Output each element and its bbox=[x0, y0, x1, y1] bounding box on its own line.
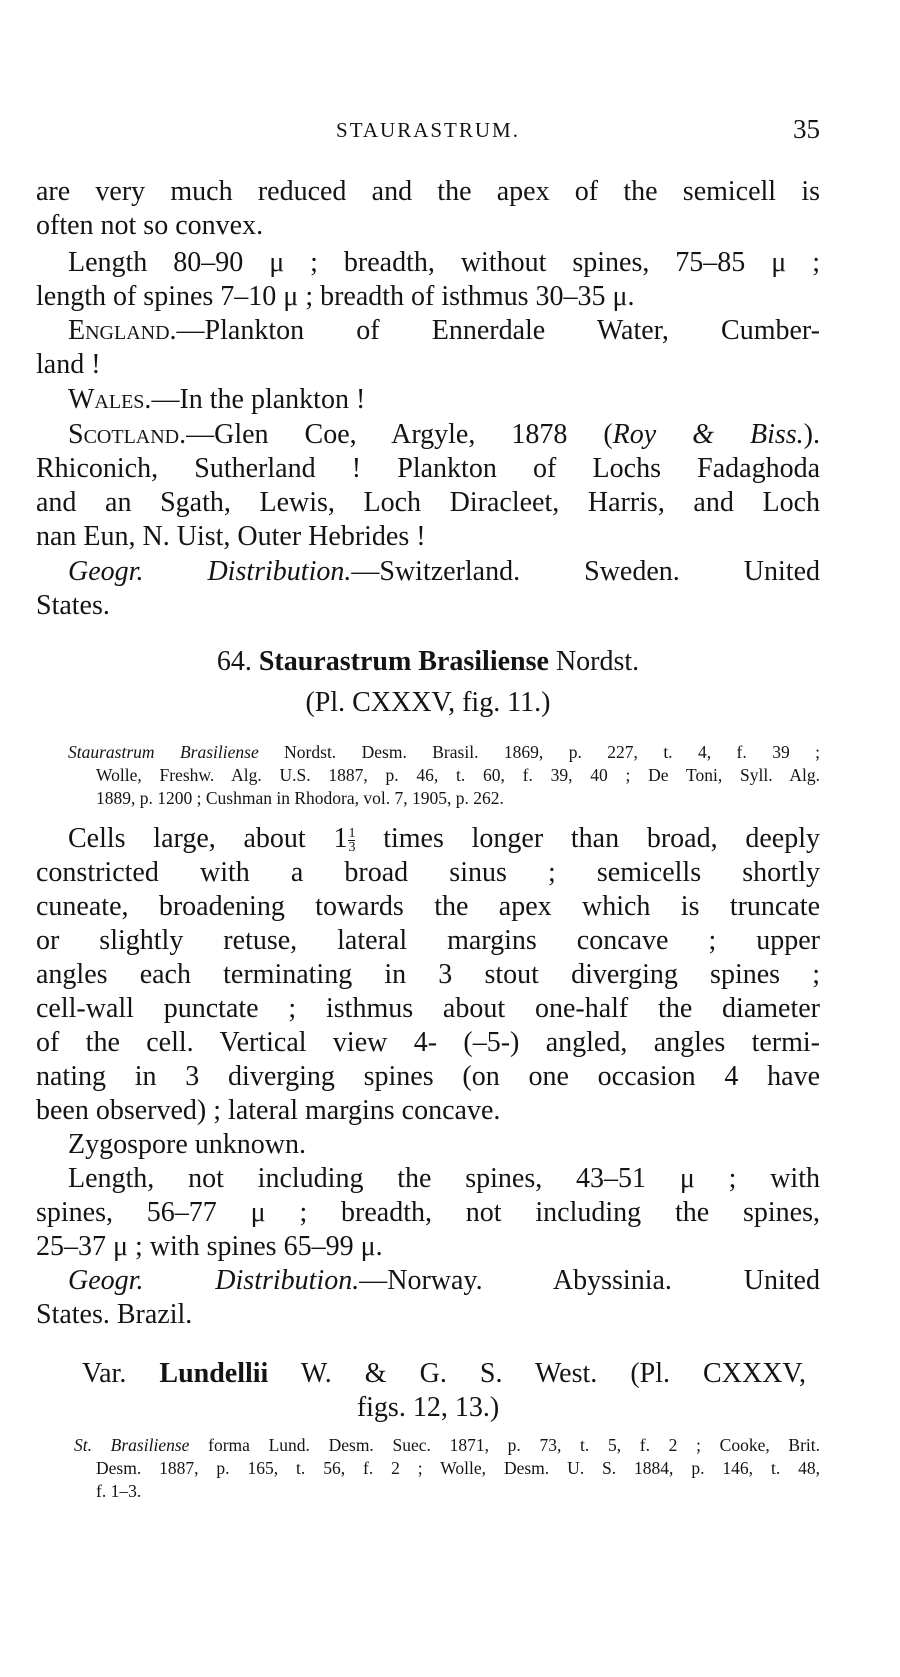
description-text: times longer than broad, deeply bbox=[355, 823, 820, 854]
description-line bbox=[68, 822, 820, 856]
distribution-line bbox=[68, 555, 820, 589]
measurement-line: Length 80–90 μ ; breadth, without spines, 75–85 μ ; bbox=[68, 247, 820, 278]
locality-text: ). bbox=[803, 419, 820, 450]
page-header bbox=[36, 114, 820, 144]
measurement-line: 25–37 μ ; with spines 65–99 μ. bbox=[36, 1231, 383, 1262]
variety-authority: W. & G. S. West. (Pl. CXXXV, bbox=[300, 1358, 807, 1389]
description-line: angles each terminating in 3 stout diverging spines ; bbox=[36, 959, 820, 990]
reference-taxon: Staurastrum Brasiliense bbox=[68, 742, 259, 762]
text-line: States. bbox=[36, 590, 110, 621]
text-line: nan Eun, N. Uist, Outer Hebrides ! bbox=[36, 521, 426, 552]
text-line: and an Sgath, Lewis, Loch Diracleet, Harris, and Loch bbox=[36, 487, 820, 518]
text-line: are very much reduced and the apex of the semicell is bbox=[36, 176, 820, 207]
measurement-line: length of spines 7–10 μ ; breadth of isthmus 30–35 μ. bbox=[36, 281, 635, 312]
variety-prefix: Var. bbox=[82, 1358, 127, 1389]
running-title: STAURASTRUM. bbox=[336, 118, 520, 142]
text-line: often not so convex. bbox=[36, 210, 264, 241]
species-heading bbox=[36, 645, 820, 679]
distribution-line bbox=[68, 1264, 820, 1298]
variety-heading bbox=[82, 1357, 806, 1391]
reference-line: 1889, p. 1200 ; Cushman in Rhodora, vol. 7, 1905, p. 262. bbox=[96, 788, 504, 808]
distribution-line: States. Brazil. bbox=[36, 1299, 193, 1330]
reference-line: Desm. 1887, p. 165, t. 56, f. 2 ; Wolle, Desm. U. S. 1884, p. 146, t. 48, bbox=[96, 1458, 820, 1478]
distribution-text: —Norway. Abyssinia. United bbox=[359, 1265, 820, 1296]
region-label: England. bbox=[68, 315, 177, 346]
species-author: Nordst. bbox=[555, 646, 640, 677]
reference-text: Nordst. Desm. Brasil. 1869, p. 227, t. 4, f. 39 ; bbox=[284, 742, 820, 762]
description-line: been observed) ; lateral margins concave. bbox=[36, 1095, 501, 1126]
distribution-label: Geogr. Distribution. bbox=[68, 1265, 360, 1296]
distribution-label: Geogr. Distribution. bbox=[68, 556, 352, 587]
description-text: Cells large, about 1 bbox=[68, 823, 348, 854]
locality-wales bbox=[68, 383, 820, 417]
species-name: Staurastrum Brasiliense bbox=[258, 646, 549, 677]
reference-line bbox=[68, 741, 820, 763]
variety-name: Lundellii bbox=[159, 1358, 269, 1389]
locality-text: —Glen Coe, Argyle, 1878 ( bbox=[186, 419, 613, 450]
fraction-denominator: 3 bbox=[348, 840, 356, 856]
description-line: nating in 3 diverging spines (on one occasion 4 have bbox=[36, 1061, 820, 1092]
distribution-text: —Switzerland. Sweden. United bbox=[351, 556, 820, 587]
zygospore-line: Zygospore unknown. bbox=[68, 1129, 306, 1160]
text-line: land ! bbox=[36, 349, 101, 380]
description-line: or slightly retuse, lateral margins concave ; upper bbox=[36, 925, 820, 956]
page-number: 35 bbox=[793, 114, 820, 144]
locality-scotland bbox=[68, 418, 820, 452]
description-line: cell-wall punctate ; isthmus about one-half the diameter bbox=[36, 993, 820, 1024]
locality-england bbox=[68, 314, 820, 348]
measurement-line: spines, 56–77 μ ; breadth, not including the spines, bbox=[36, 1197, 820, 1228]
description-line: of the cell. Vertical view 4- (–5-) angled, angles termi- bbox=[36, 1027, 820, 1058]
text-line: Rhiconich, Sutherland ! Plankton of Lochs Fadaghoda bbox=[36, 453, 820, 484]
reference-taxon: St. Brasiliense bbox=[74, 1435, 190, 1455]
reference-line: Wolle, Freshw. Alg. U.S. 1887, p. 46, t. 60, f. 39, 40 ; De Toni, Syll. Alg. bbox=[96, 765, 820, 785]
measurement-line: Length, not including the spines, 43–51 μ ; with bbox=[68, 1163, 820, 1194]
collector-names: Roy & Biss. bbox=[612, 419, 804, 450]
plate-reference: (Pl. CXXXV, fig. 11.) bbox=[305, 687, 551, 718]
reference-text: forma Lund. Desm. Suec. 1871, p. 73, t. 5, f. 2 ; Cooke, Brit. bbox=[208, 1435, 820, 1455]
locality-text: —In the plankton ! bbox=[151, 384, 366, 415]
species-number: 64. bbox=[216, 646, 252, 677]
region-label: Scotland. bbox=[68, 419, 187, 450]
reference-line: f. 1–3. bbox=[96, 1481, 142, 1501]
description-line: constricted with a broad sinus ; semicells shortly bbox=[36, 857, 820, 888]
locality-text: —Plankton of Ennerdale Water, Cumber- bbox=[176, 315, 820, 346]
reference-line bbox=[74, 1434, 820, 1456]
description-line: cuneate, broadening towards the apex which is truncate bbox=[36, 891, 820, 922]
variety-plate-reference: figs. 12, 13.) bbox=[356, 1392, 500, 1423]
fraction-numerator: 1 bbox=[348, 826, 356, 842]
region-label: Wales. bbox=[68, 384, 152, 415]
